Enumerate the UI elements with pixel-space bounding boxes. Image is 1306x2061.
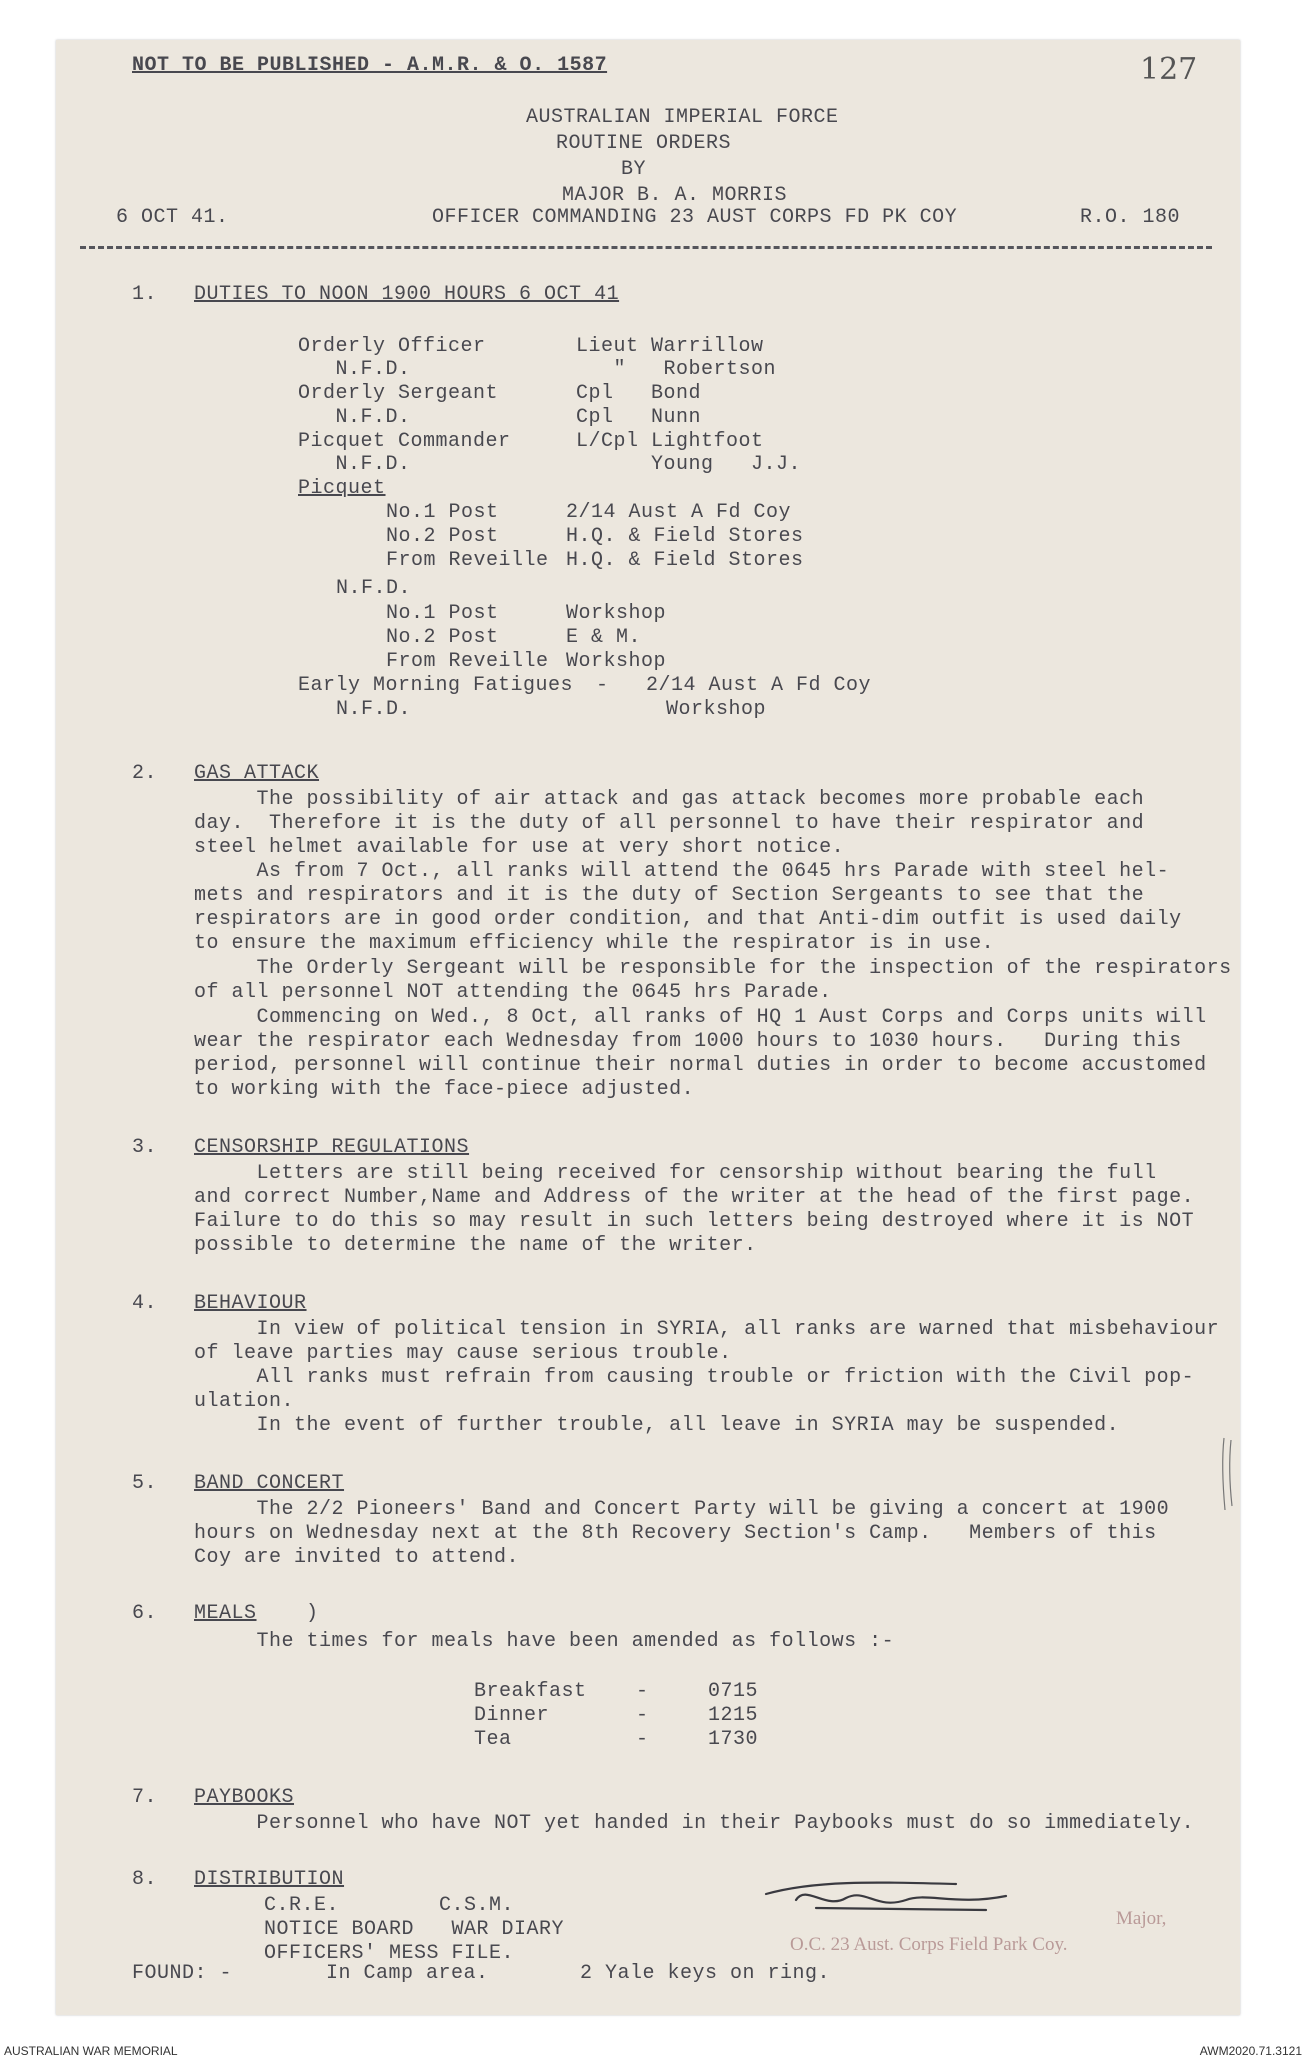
duty-role: Picquet Commander — [298, 430, 511, 453]
paragraph-line: ulation. — [194, 1390, 295, 1413]
paragraph-line: Commencing on Wed., 8 Oct, all ranks of HQ 1 Aust Corps and Corps units will — [194, 1006, 1207, 1029]
early-fatigues-unit: - 2/14 Aust A Fd Coy — [596, 674, 872, 697]
orders-title: ROUTINE ORDERS — [556, 132, 732, 155]
order-date: 6 OCT 41. — [116, 206, 229, 229]
paragraph-line: The Orderly Sergeant will be responsible for the inspection of the respirators — [194, 957, 1232, 980]
paragraph-line: Failure to do this so may result in such letters being destroyed where it is NOT — [194, 1210, 1195, 1233]
nfd-heading: N.F.D. — [336, 577, 412, 600]
duty-role: N.F.D. — [298, 406, 411, 429]
picquet-unit: H.Q. & Field Stores — [566, 525, 804, 548]
section-3-number: 3. — [132, 1136, 158, 1159]
picquet-unit: H.Q. & Field Stores — [566, 549, 804, 572]
paragraph-line: of all personnel NOT attending the 0645 hrs Parade. — [194, 981, 832, 1004]
nfd-post: No.2 Post — [386, 626, 499, 649]
section-8-number: 8. — [132, 1868, 158, 1891]
picquet-heading: Picquet — [298, 477, 386, 500]
distribution-line: NOTICE BOARD WAR DIARY — [264, 1918, 565, 1941]
section-2-number: 2. — [132, 762, 158, 785]
unit-line: OFFICER COMMANDING 23 AUST CORPS FD PK COY — [432, 206, 958, 229]
section-2-title: GAS ATTACK — [194, 762, 320, 785]
nfd-post: From Reveille — [386, 650, 549, 673]
section-3-title: CENSORSHIP REGULATIONS — [194, 1136, 470, 1159]
nfd-unit: Workshop — [566, 602, 667, 625]
paragraph-line: Personnel who have NOT yet handed in their Paybooks must do so immediately. — [194, 1812, 1195, 1835]
archive-reference: AWM2020.71.3121 — [1199, 2044, 1302, 2058]
found-item: 2 Yale keys on ring. — [580, 1962, 831, 1985]
archive-footer — [0, 2041, 1306, 2061]
section-6-number: 6. — [132, 1602, 158, 1625]
duty-name: Lieut Warrillow — [576, 335, 764, 358]
paragraph-line: All ranks must refrain from causing trouble or friction with the Civil pop- — [194, 1366, 1195, 1389]
paragraph-line: Coy are invited to attend. — [194, 1546, 520, 1569]
by-line: BY — [621, 158, 647, 181]
meal-name: Breakfast — [474, 1680, 587, 1703]
section-6-title: MEALS — [194, 1602, 257, 1625]
found-label: FOUND: - — [132, 1962, 233, 1985]
paragraph-line: possible to determine the name of the writer. — [194, 1234, 757, 1257]
meal-dash: - — [636, 1728, 649, 1751]
meal-dash: - — [636, 1704, 649, 1727]
section-8-title: DISTRIBUTION — [194, 1868, 345, 1891]
duty-name: Cpl Bond — [576, 382, 702, 405]
signatory-rank: Major, — [1116, 1908, 1167, 1929]
section-7-title: PAYBOOKS — [194, 1786, 295, 1809]
duty-role: Orderly Officer — [298, 335, 486, 358]
paragraph-line: The times for meals have been amended as follows :- — [194, 1630, 895, 1653]
meal-time: 0715 — [708, 1680, 759, 1703]
meal-name: Dinner — [474, 1704, 550, 1727]
duty-name: Young J.J. — [576, 453, 802, 476]
issuing-officer: MAJOR B. A. MORRIS — [562, 184, 788, 207]
archive-name: AUSTRALIAN WAR MEMORIAL — [4, 2044, 178, 2058]
paragraph-line: In the event of further trouble, all leave in SYRIA may be suspended. — [194, 1414, 1120, 1437]
meal-time: 1215 — [708, 1704, 759, 1727]
section-1-number: 1. — [132, 283, 158, 306]
early-fatigues-label: Early Morning Fatigues — [298, 674, 574, 697]
paragraph-line: respirators are in good order condition, and that Anti-dim outfit is used daily — [194, 908, 1182, 931]
picquet-unit: 2/14 Aust A Fd Coy — [566, 501, 792, 524]
paragraph-line: to ensure the maximum efficiency while the respirator is in use. — [194, 932, 995, 955]
margin-pencil-mark — [1220, 1436, 1236, 1512]
paragraph-line: period, personnel will continue their normal duties in order to become accustomed — [194, 1054, 1207, 1077]
paragraph-line: and correct Number,Name and Address of the writer at the head of the first page. — [194, 1186, 1195, 1209]
paragraph-line: As from 7 Oct., all ranks will attend the 0645 hrs Parade with steel hel- — [194, 860, 1170, 883]
picquet-post: From Reveille — [386, 549, 549, 572]
restriction-notice: NOT TO BE PUBLISHED - A.M.R. & O. 1587 — [132, 54, 608, 77]
signature-scribble — [756, 1870, 1036, 1930]
nfd-unit: E & M. — [566, 626, 642, 649]
section-5-number: 5. — [132, 1472, 158, 1495]
nfd-post: No.1 Post — [386, 602, 499, 625]
meal-dash: - — [636, 1680, 649, 1703]
paragraph-line: The possibility of air attack and gas attack becomes more probable each — [194, 788, 1145, 811]
folio-number: 127 — [1140, 52, 1198, 87]
order-number: R.O. 180 — [1080, 206, 1181, 229]
meal-time: 1730 — [708, 1728, 759, 1751]
meal-name: Tea — [474, 1728, 512, 1751]
header-divider — [80, 246, 1212, 249]
paragraph-line: hours on Wednesday next at the 8th Recovery Section's Camp. Members of this — [194, 1522, 1157, 1545]
paragraph-line: day. Therefore it is the duty of all personnel to have their respirator and — [194, 812, 1145, 835]
section-5-title: BAND CONCERT — [194, 1472, 345, 1495]
paragraph-line: In view of political tension in SYRIA, all ranks are warned that misbehaviour — [194, 1318, 1220, 1341]
paragraph-line: wear the respirator each Wednesday from 1000 hours to 1030 hours. During this — [194, 1030, 1182, 1053]
document-sheet — [56, 40, 1240, 2015]
distribution-line: C.R.E. C.S.M. — [264, 1894, 515, 1917]
paragraph-line: Letters are still being received for censorship without bearing the full — [194, 1162, 1157, 1185]
distribution-line: OFFICERS' MESS FILE. — [264, 1942, 515, 1965]
early-fatigues-nfd-unit: Workshop — [666, 698, 767, 721]
paragraph-line: mets and respirators and it is the duty of Section Sergeants to see that the — [194, 884, 1145, 907]
section-1-title: DUTIES TO NOON 1900 HOURS 6 OCT 41 — [194, 283, 620, 306]
section-4-number: 4. — [132, 1292, 158, 1315]
duty-name: Cpl Nunn — [576, 406, 702, 429]
paragraph-line: of leave parties may cause serious trouble. — [194, 1342, 732, 1365]
early-fatigues-nfd: N.F.D. — [336, 698, 412, 721]
found-location: In Camp area. — [326, 1962, 489, 1985]
duty-role: N.F.D. — [298, 358, 411, 381]
paragraph-line: to working with the face-piece adjusted. — [194, 1078, 695, 1101]
org-title: AUSTRALIAN IMPERIAL FORCE — [526, 106, 839, 129]
section-4-title: BEHAVIOUR — [194, 1292, 307, 1315]
paragraph-line: The 2/2 Pioneers' Band and Concert Party will be giving a concert at 1900 — [194, 1498, 1170, 1521]
duty-role: N.F.D. — [298, 453, 411, 476]
duty-role: Orderly Sergeant — [298, 382, 499, 405]
signatory-appointment: O.C. 23 Aust. Corps Field Park Coy. — [790, 1934, 1068, 1955]
duty-name: " Robertson — [576, 358, 777, 381]
duty-name: L/Cpl Lightfoot — [576, 430, 764, 453]
section-7-number: 7. — [132, 1786, 158, 1809]
meals-bracket: ) — [306, 1602, 319, 1625]
picquet-post: No.1 Post — [386, 501, 499, 524]
nfd-unit: Workshop — [566, 650, 667, 673]
picquet-post: No.2 Post — [386, 525, 499, 548]
paragraph-line: steel helmet available for use at very short notice. — [194, 836, 845, 859]
